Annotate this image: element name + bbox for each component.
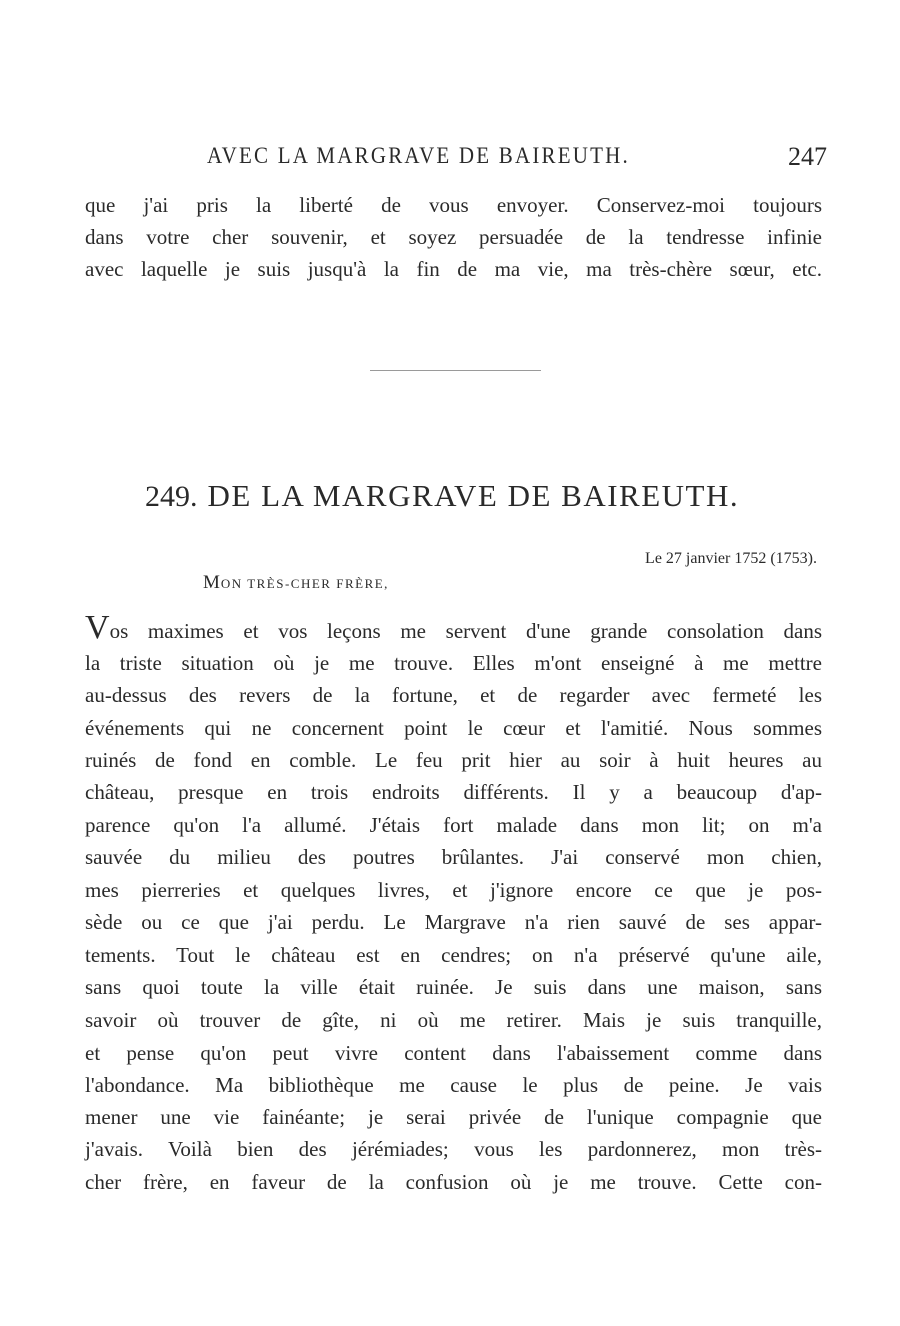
running-title: AVEC LA MARGRAVE DE BAIREUTH. (207, 142, 630, 169)
letter-number: 249. (145, 480, 198, 513)
salutation-initial: M (203, 572, 221, 593)
text-line: sauvée du milieu des poutres brûlantes. J'ai conservé mon chien, (85, 845, 822, 869)
salutation (203, 572, 389, 594)
text-line: dans votre cher souvenir, et soyez persuadée de la tendresse infinie (85, 225, 822, 249)
text-line: la triste situation où je me trouve. Elles m'ont enseigné à me mettre (85, 651, 822, 675)
text-line: j'avais. Voilà bien des jérémiades; vous les pardonnerez, mon très- (85, 1137, 822, 1161)
text-line: ruinés de fond en comble. Le feu prit hier au soir à huit heures au (85, 748, 822, 772)
text-line: château, presque en trois endroits différents. Il y a beaucoup d'ap- (85, 780, 822, 804)
text-line: l'abondance. Ma bibliothèque me cause le plus de peine. Je vais (85, 1073, 822, 1097)
salutation-rest: ON TRÈS-CHER FRÈRE, (220, 576, 389, 591)
page-number: 247 (788, 142, 827, 171)
letter-heading (145, 478, 739, 514)
first-line-text: os maximes et vos leçons me servent d'une grande consolation dans (109, 619, 822, 643)
text-line: que j'ai pris la liberté de vous envoyer. Conservez-moi toujours (85, 193, 822, 217)
text-line: mener une vie fainéante; je serai privée de l'unique compagnie que (85, 1105, 822, 1129)
letter-title: DE LA MARGRAVE DE BAIREUTH. (207, 478, 740, 513)
dateline: Le 27 janvier 1752 (1753). (645, 550, 817, 567)
text-line: cher frère, en faveur de la confusion où je me trouve. Cette con- (85, 1170, 822, 1194)
text-line: parence qu'on l'a allumé. J'étais fort malade dans mon lit; on m'a (85, 813, 822, 837)
running-head (207, 142, 827, 172)
text-line: sans quoi toute la ville était ruinée. Je suis dans une maison, sans (85, 975, 822, 999)
drop-cap: V (85, 609, 110, 646)
text-line: avec laquelle je suis jusqu'à la fin de ma vie, ma très-chère sœur, etc. (85, 257, 822, 281)
text-line: au-dessus des revers de la fortune, et de regarder avec fermeté les (85, 683, 822, 707)
text-line: sède ou ce que j'ai perdu. Le Margrave n'a rien sauvé de ses appar- (85, 910, 822, 934)
text-line: savoir où trouver de gîte, ni où me retirer. Mais je suis tranquille, (85, 1008, 822, 1032)
text-line-first (85, 609, 822, 646)
text-line: mes pierreries et quelques livres, et j'ignore encore ce que je pos- (85, 878, 822, 902)
text-line: et pense qu'on peut vivre content dans l'abaissement comme dans (85, 1041, 822, 1065)
text-line: événements qui ne concernent point le cœur et l'amitié. Nous sommes (85, 716, 822, 740)
text-line: tements. Tout le château est en cendres; on n'a préservé qu'une aile, (85, 943, 822, 967)
section-divider (370, 370, 541, 371)
